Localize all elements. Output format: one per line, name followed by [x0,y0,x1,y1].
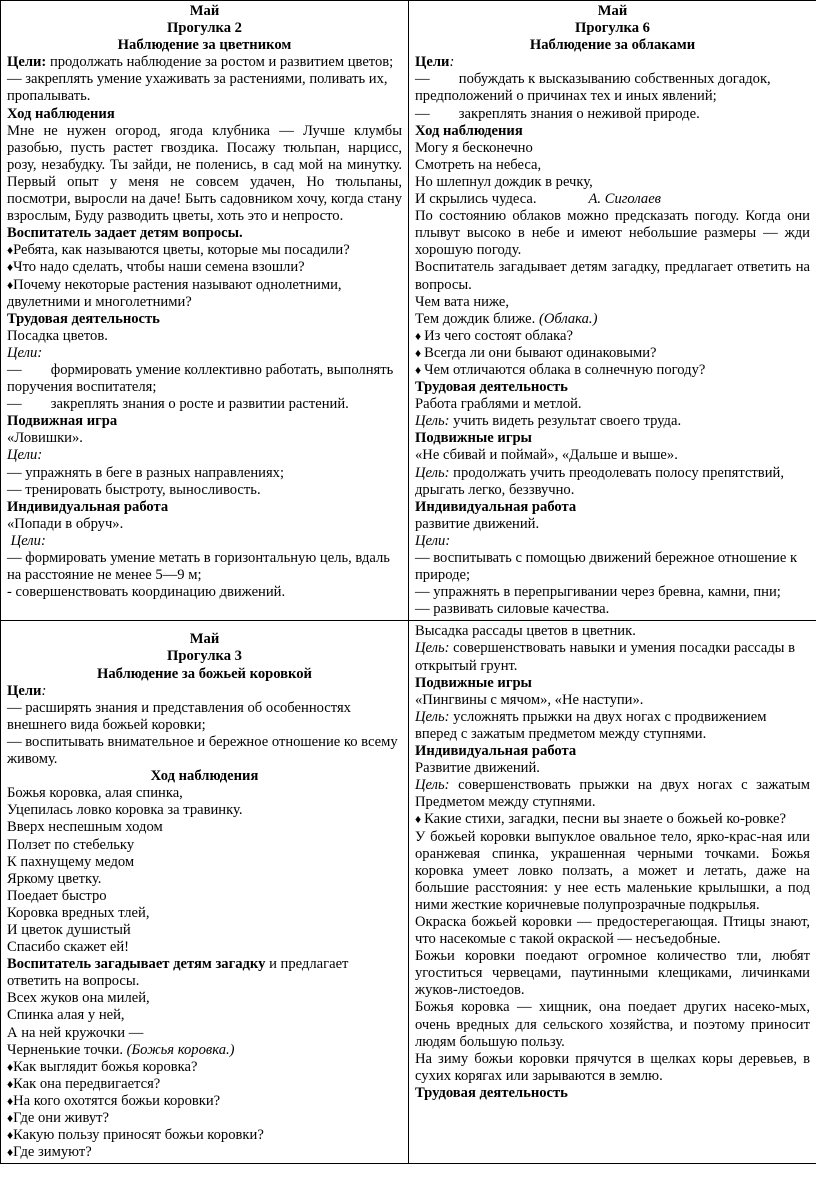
walk-title: Наблюдение за облаками [529,37,696,54]
goal-text: — расширять знания и представления об особенностях внешнего вида божьей коровки; [7,699,355,733]
individual-work-text: развитие движений. [415,515,540,532]
riddle-line: А на ней кружочки — [7,1024,144,1041]
question-item: ♦Как выглядит божья коровка? [7,1058,198,1075]
individual-work-label: Индивидуальная работа [415,498,577,515]
question-item: ♦Где они живут? [7,1110,110,1126]
month-heading: Май [189,631,220,648]
cell-walk-3-continued [409,621,816,1164]
poem-line: Могу я бесконечно [415,139,533,156]
goal-text: — формировать умение коллективно работать, выполнять поручения воспитателя; [7,361,397,396]
walk-title: Наблюдение за цветником [117,37,292,54]
goal-text: — закреплять знания о неживой природе. [415,105,700,122]
riddle-line: Тем дождик ближе. (Облака.) [415,310,598,327]
poem-line: Спасибо скажет ей! [7,939,130,956]
goals-label: Цели [415,54,450,71]
games-label: Подвижные игры [415,674,532,691]
paragraph: По состоянию облаков можно предсказать погоду. Когда они плывут высоко в небе и имеют небольшие размеры — жди хорошую погоду. [415,208,814,259]
diamond-bullet-icon: ♦ [7,243,14,258]
individual-work-text: «Попади в обруч». [7,515,124,532]
individual-work-label: Индивидуальная работа [7,498,169,515]
goals-italic-label: Цели: [7,532,46,549]
goal-text: — воспитывать внимательное и бережное отношение ко всему живому. [7,733,402,768]
diamond-bullet-icon: ♦ [7,1076,14,1091]
question-item: ♦ Всегда ли они бывают одинаковыми? [415,344,657,361]
riddle-line: Спинка алая у ней, [7,1007,125,1024]
question-item: ♦ Из чего состоят облака? [415,327,573,344]
observation-poem: Мне не нужен огород, ягода клубника — Лучше клумбы разобью, пусть растет гвоздика. Посажу тюльпан, нарцисс, розу, незабудку. Ты зайди, не поленись, в сад мой на минутку. Первый опыт у меня не совсем удачен, Но тюльпаны, посмотри, выросли на даче! Быть садовником хочу, когда стану взрослым, Буду разводить цветы, хоть это и непросто. [7,122,406,225]
question-item: ♦ Какие стихи, загадки, песни вы знаете о божьей ко-ровке? [415,811,786,828]
observation-label: Ход наблюдения [415,122,523,139]
goals-italic-label: Цели: [415,532,451,549]
cell-walk-3 [1,621,409,1164]
diamond-bullet-icon: ♦ [7,1145,14,1160]
paragraph: Окраска божьей коровки — предостерегающая. Птицы знают, что насекомые с такой окраской — несъедобные. [415,913,814,948]
question-item: ♦Где зимуют? [7,1144,92,1161]
teacher-riddle-intro: Воспитатель загадывает детям загадку и предлагает ответить на вопросы. [7,956,353,990]
goals-italic-label: Цели: [7,447,43,464]
poem-line: Вверх неспешным ходом [7,819,163,836]
diamond-bullet-icon: ♦ [415,328,425,343]
goal-text: - совершенствовать координацию движений. [7,584,286,601]
goal-text: — воспитывать с помощью движений бережное отношение к природе; [415,550,801,584]
question-item: ♦Почему некоторые растения называют однолетними, двулетними и многолетними? [7,276,346,310]
poem-line: Смотреть на небеса, [415,156,542,173]
paragraph: Воспитатель загадывает детям загадку, предлагает ответить на вопросы. [415,259,814,293]
diamond-bullet-icon: ♦ [415,345,425,360]
question-item: ♦Какую пользу приносят божьи коровки? [7,1127,264,1144]
goal-text: — закреплять знания о росте и развитии растений. [7,396,349,413]
goal-text: — побуждать к высказыванию собственных догадок, предположений о причинах тех и иных явлений; [415,71,775,105]
walk-heading: Прогулка 2 [167,20,242,37]
labor-text: Посадка цветов. [7,327,108,344]
diamond-bullet-icon: ♦ [7,1111,14,1125]
observation-label: Ход наблюдения [150,768,259,785]
walk-heading: Прогулка 6 [575,20,650,37]
labor-label: Трудовая деятельность [7,310,160,327]
games-text: «Не сбивай и поймай», «Дальше и выше». [415,447,678,464]
table-row [1,621,816,1164]
diamond-bullet-icon: ♦ [415,362,425,377]
goals-block [7,54,402,71]
diamond-bullet-icon: ♦ [415,812,425,827]
goal-text: — упражнять в перепрыгивании через бревна, камни, пни; [415,584,781,601]
individual-work-text: Развитие движений. [415,760,540,777]
diamond-bullet-icon: ♦ [7,1128,14,1143]
question-item: ♦ Чем отличаются облака в солнечную погоду? [415,361,706,378]
month-heading: Май [597,3,628,19]
observation-label: Ход наблюдения [7,105,115,122]
riddle-answer: (Облака.) [535,310,598,327]
poem-line: И скрылись чудеса. А. Сиголаев [415,191,662,208]
goal-text: — закреплять умение ухаживать за растениями, поливать их, пропалывать. [7,71,392,105]
goals-block: Цели: [7,682,47,699]
games-text: «Пингвины с мячом», «Не наступи». [415,691,644,708]
ladybug-poem [7,785,402,956]
poem-line: Поедает быстро [7,887,107,904]
goal-text: — упражнять в беге в разных направлениях; [7,464,285,481]
paragraph: Божьи коровки поедают огромное количество тли, любят угоститься червецами, паутинными клещиками, личинками жуков-листоедов. [415,948,814,999]
teacher-asks: Воспитатель задает детям вопросы. [7,225,243,242]
goal-text: Цель: совершенствовать навыки и умения посадки рассады в открытый грунт. [415,640,799,674]
goal-text: — развивать силовые качества. [415,601,610,618]
diamond-bullet-icon: ♦ [7,277,14,292]
individual-work-label: Индивидуальная работа [415,725,710,760]
labor-text: Высадка рассады цветов в цветник. [415,623,636,640]
walk-title: Наблюдение за божьей коровкой [97,665,312,682]
goal-text: продолжать наблюдение за ростом и развитием цветов; [46,54,394,71]
games-label: Подвижные игры [415,430,532,447]
month-heading: Май [189,3,220,19]
cell-walk-6 [409,1,816,621]
riddle-line: Чем вата ниже, [415,293,509,310]
poem-line: И цветок душистый [7,921,131,938]
game-label: Подвижная игра [7,413,118,430]
question-item: ♦Как она передвигается? [7,1075,161,1092]
goal-text: Цель: учить видеть результат своего труда. [415,413,682,430]
goal-text: — формировать умение метать в горизонтальную цель, вдаль на расстояние не менее 5—9 м; [7,550,394,584]
poem-line: Ползет по стебельку [7,836,135,853]
poem-line: Яркому цветку. [7,870,102,887]
game-text: «Ловишки». [7,430,83,447]
question-item: ♦На кого охотятся божьи коровки? [7,1092,221,1109]
poem-line: Уцепилась ловко коровка за травинку. [7,802,243,819]
riddle-line: Всех жуков она милей, [7,990,150,1007]
poem-line: Божья коровка, алая спинка, [7,785,183,802]
paragraph: У божьей коровки выпуклое овальное тело, ярко-крас-ная или оранжевая спинка, украшенная черными точками. Божья коровка умеет ловко ползать, а может и летать, даже на большие расстояния: у нее есть маленькие крылышки, а под ними жесткие коричневые полупрозрачные подкрылья. [415,828,814,913]
goals-italic-label: Цели: [7,344,43,361]
labor-text: Работа граблями и метлой. [415,396,582,413]
paragraph: На зиму божьи коровки прячутся в щелках коры деревьев, в сухих корягах или зарываются в землю. [415,1050,814,1084]
cell-walk-2 [1,1,409,621]
question-item: ♦Что надо сделать, чтобы наши семена взошли? [7,259,305,276]
labor-label: Трудовая деятельность [415,379,568,396]
goals-label: Цели [7,682,42,699]
diamond-bullet-icon: ♦ [7,260,14,275]
goal-text: Цель: усложнять прыжки на двух ногах с продвижением вперед с зажатым предметом между ступнями. Индивидуальная работа [415,708,774,760]
poem-line: Коровка вредных тлей, [7,904,150,921]
goal-text: Цель: совершенствовать прыжки на двух ногах с зажатым Предметом между ступнями. [415,777,814,811]
goals-label: Цели: [7,54,47,71]
diamond-bullet-icon: ♦ [7,1059,14,1074]
poem-line: Но шлепнул дождик в речку, [415,173,593,190]
riddle-answer: (Божья коровка.) [123,1041,235,1058]
table-row [1,1,816,621]
goal-text: — тренировать быстроту, выносливость. [7,481,261,498]
labor-label: Трудовая деятельность [415,1084,568,1101]
goals-block: Цели: [415,54,455,71]
riddle-line: Черненькие точки. (Божья коровка.) [7,1041,235,1058]
paragraph: Божья коровка — хищник, она поедает других насеко-мых, очень вредных для сельского хозяйства, и поэтому приносит людям большую пользу. [415,999,814,1050]
poem-line: К пахнущему медом [7,853,135,870]
question-item: ♦Ребята, как называются цветы, которые мы посадили? [7,242,350,259]
walk-heading: Прогулка 3 [167,648,242,665]
goal-text: Цель: продолжать учить преодолевать полосу препятствий, дрыгать легко, беззвучно. [415,464,788,498]
poem-author: А. Сиголаев [588,191,662,208]
diamond-bullet-icon: ♦ [7,1093,14,1108]
